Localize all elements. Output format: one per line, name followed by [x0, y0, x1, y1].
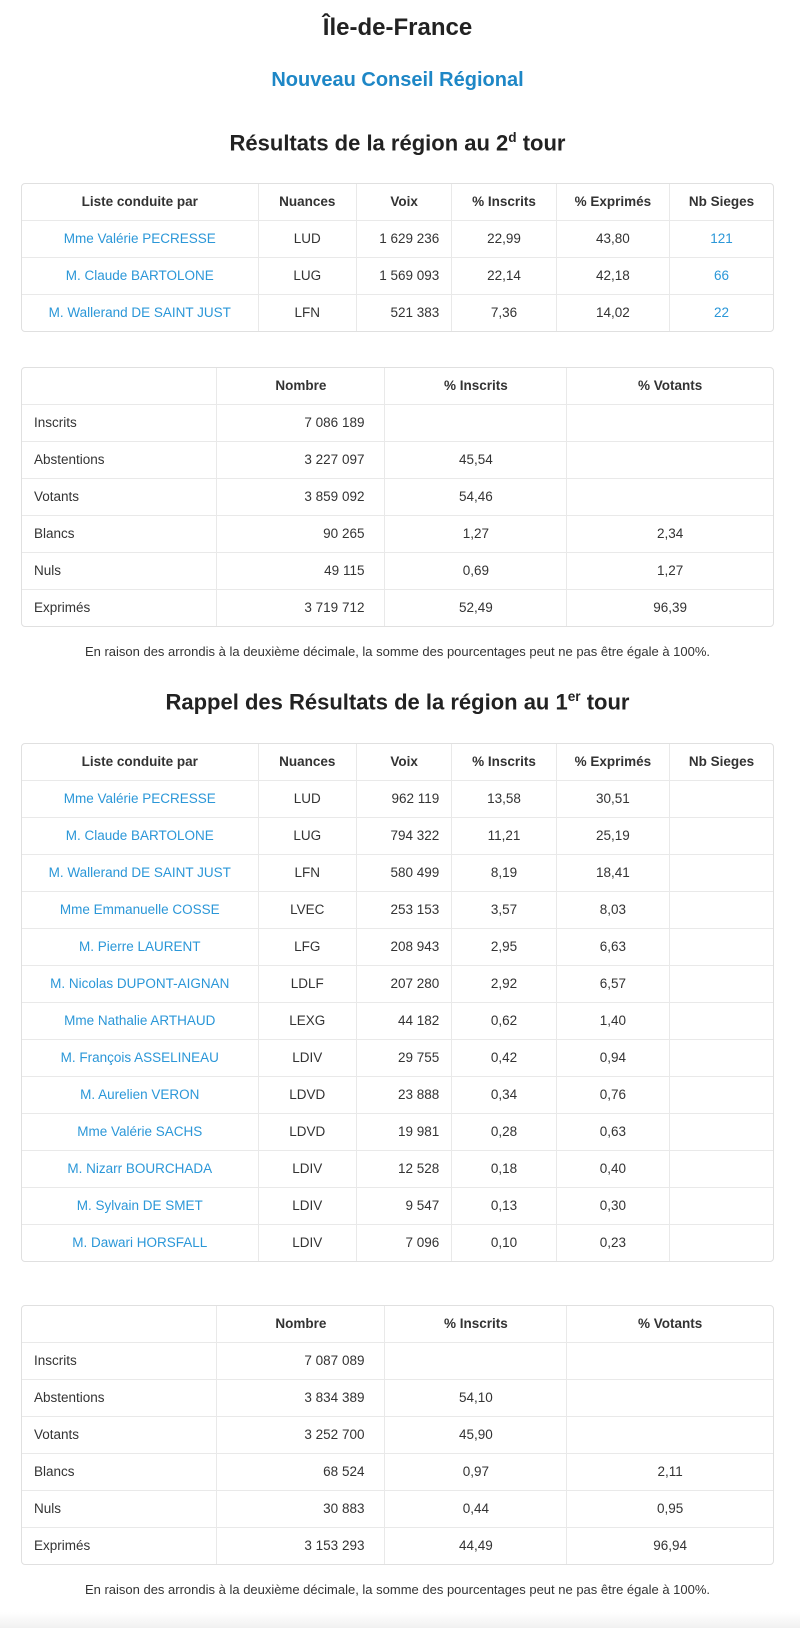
voix-cell: 29 755 — [357, 1040, 452, 1077]
table-row — [22, 1454, 773, 1491]
nuance-cell: LVEC — [259, 892, 357, 929]
page-title: Île-de-France — [322, 14, 473, 41]
table-row — [22, 1040, 773, 1077]
pct-inscrits-cell: 0,10 — [452, 1225, 556, 1261]
pct-exprimes-cell: 42,18 — [557, 258, 670, 295]
table-header-row — [22, 744, 773, 781]
pct-exprimes-cell: 0,30 — [557, 1188, 670, 1225]
nuance-cell: LDIV — [259, 1225, 357, 1261]
candidate-link[interactable]: Mme Nathalie ARTHAUD — [64, 1012, 216, 1028]
nuance-cell: LUD — [259, 781, 357, 818]
candidate-cell — [22, 1188, 259, 1225]
candidate-link[interactable]: M. Sylvain DE SMET — [76, 1197, 203, 1213]
seats-link[interactable]: 121 — [710, 231, 733, 247]
seats-cell — [670, 892, 773, 929]
table-row — [22, 1151, 773, 1188]
pct-inscrits-cell — [385, 405, 567, 442]
seats-cell — [670, 295, 773, 331]
nuance-cell: LDIV — [259, 1188, 357, 1225]
pct-inscrits-cell: 0,42 — [452, 1040, 556, 1077]
seats-cell — [670, 855, 773, 892]
table-row — [22, 1343, 773, 1380]
pct-inscrits-cell: 44,49 — [385, 1528, 567, 1564]
pct-exprimes-cell: 43,80 — [557, 221, 670, 258]
pct-votants-cell — [567, 1417, 773, 1454]
candidate-cell — [22, 258, 259, 295]
candidate-cell — [22, 1003, 259, 1040]
voix-cell: 1 629 236 — [357, 221, 452, 258]
voix-cell: 19 981 — [357, 1114, 452, 1151]
round2-heading-suffix: tour — [516, 130, 566, 156]
nuance-cell: LFN — [259, 855, 357, 892]
stat-label-cell: Nuls — [22, 553, 217, 590]
table-row — [22, 1528, 773, 1564]
seats-cell — [670, 1114, 773, 1151]
pct-exprimes-cell: 30,51 — [557, 781, 670, 818]
nombre-cell: 68 524 — [217, 1454, 385, 1491]
voix-cell: 207 280 — [357, 966, 452, 1003]
column-header: % Inscrits — [452, 744, 556, 781]
candidate-cell — [22, 1077, 259, 1114]
candidate-cell — [22, 818, 259, 855]
pct-inscrits-cell: 54,46 — [385, 479, 567, 516]
voix-cell: 208 943 — [357, 929, 452, 966]
voix-cell: 44 182 — [357, 1003, 452, 1040]
pct-exprimes-cell: 0,76 — [557, 1077, 670, 1114]
voix-cell: 7 096 — [357, 1225, 452, 1261]
stat-label-cell: Exprimés — [22, 590, 217, 626]
table-row — [22, 1077, 773, 1114]
stat-label-cell: Abstentions — [22, 1380, 217, 1417]
candidate-link[interactable]: M. Claude BARTOLONE — [65, 827, 214, 843]
round2-heading-text: Résultats de la région au 2 — [229, 130, 509, 156]
voix-cell: 794 322 — [357, 818, 452, 855]
results-table-round2-body — [22, 221, 773, 331]
seats-cell — [670, 929, 773, 966]
table-row — [22, 221, 773, 258]
pct-exprimes-cell: 0,23 — [557, 1225, 670, 1261]
pct-votants-cell: 0,95 — [567, 1491, 773, 1528]
pct-inscrits-cell: 45,54 — [385, 442, 567, 479]
candidate-cell — [22, 781, 259, 818]
results-table-round1-head — [22, 744, 773, 781]
nuance-cell: LDLF — [259, 966, 357, 1003]
pct-votants-cell: 1,27 — [567, 553, 773, 590]
candidate-cell — [22, 929, 259, 966]
nuance-cell: LUD — [259, 221, 357, 258]
nombre-cell: 90 265 — [217, 516, 385, 553]
nuance-cell: LDVD — [259, 1077, 357, 1114]
pct-inscrits-cell: 7,36 — [452, 295, 556, 331]
stat-label-cell: Blancs — [22, 1454, 217, 1491]
pct-inscrits-cell: 2,92 — [452, 966, 556, 1003]
voix-cell: 23 888 — [357, 1077, 452, 1114]
round1-heading-text: Rappel des Résultats de la région au 1 — [165, 689, 568, 715]
column-header: Voix — [357, 184, 452, 221]
seats-cell — [670, 1151, 773, 1188]
table-row — [22, 516, 773, 553]
stat-label-cell: Exprimés — [22, 1528, 217, 1564]
pct-inscrits-cell: 8,19 — [452, 855, 556, 892]
pct-votants-cell — [567, 442, 773, 479]
new-council-link[interactable] — [21, 68, 774, 92]
column-header — [22, 368, 217, 405]
candidate-link[interactable]: Mme Valérie PECRESSE — [63, 231, 216, 247]
round2-heading — [21, 125, 774, 156]
table-row — [22, 295, 773, 331]
table-row — [22, 405, 773, 442]
column-header: Liste conduite par — [22, 744, 259, 781]
pct-inscrits-cell: 1,27 — [385, 516, 567, 553]
nombre-cell: 3 252 700 — [217, 1417, 385, 1454]
seats-cell — [670, 966, 773, 1003]
seats-cell — [670, 1040, 773, 1077]
stats-table-round1-body — [22, 1343, 773, 1564]
candidate-cell — [22, 966, 259, 1003]
candidate-cell — [22, 295, 259, 331]
candidate-cell — [22, 855, 259, 892]
candidate-cell — [22, 221, 259, 258]
seats-cell — [670, 221, 773, 258]
column-header: % Inscrits — [452, 184, 556, 221]
round1-heading-suffix: tour — [580, 689, 630, 715]
candidate-link[interactable]: M. Wallerand DE SAINT JUST — [48, 305, 231, 321]
pct-inscrits-cell: 45,90 — [385, 1417, 567, 1454]
nombre-cell: 7 087 089 — [217, 1343, 385, 1380]
pct-votants-cell: 2,34 — [567, 516, 773, 553]
candidate-link[interactable]: M. Wallerand DE SAINT JUST — [48, 864, 231, 880]
table-row — [22, 1380, 773, 1417]
page — [0, 14, 800, 1598]
voix-cell: 253 153 — [357, 892, 452, 929]
pct-exprimes-cell: 18,41 — [557, 855, 670, 892]
pct-exprimes-cell: 6,63 — [557, 929, 670, 966]
candidate-link[interactable]: M. François ASSELINEAU — [60, 1049, 219, 1065]
column-header: Liste conduite par — [22, 184, 259, 221]
round1-heading-sup: er — [567, 689, 581, 705]
nombre-cell: 49 115 — [217, 553, 385, 590]
rounding-note: En raison des arrondis à la deuxième décimale, la somme des pourcentages peut ne pas être égale à 100%. — [84, 644, 711, 660]
table-row — [22, 966, 773, 1003]
candidate-link[interactable]: M. Nicolas DUPONT-AIGNAN — [50, 975, 230, 991]
candidate-cell — [22, 1225, 259, 1261]
pct-inscrits-cell: 3,57 — [452, 892, 556, 929]
candidate-link[interactable]: Mme Valérie SACHS — [77, 1123, 203, 1139]
voix-cell: 1 569 093 — [357, 258, 452, 295]
seats-cell — [670, 258, 773, 295]
voix-cell: 521 383 — [357, 295, 452, 331]
table-row — [22, 1114, 773, 1151]
nombre-cell: 3 834 389 — [217, 1380, 385, 1417]
candidate-link[interactable]: M. Aurelien VERON — [80, 1086, 200, 1102]
seats-cell — [670, 1003, 773, 1040]
candidate-link[interactable]: M. Dawari HORSFALL — [72, 1234, 208, 1250]
stats-table-round2-head — [22, 368, 773, 405]
nombre-cell: 3 153 293 — [217, 1528, 385, 1564]
pct-exprimes-cell: 0,40 — [557, 1151, 670, 1188]
stats-table-round1 — [21, 1305, 774, 1565]
pct-votants-cell: 96,94 — [653, 1537, 687, 1553]
candidate-cell — [22, 1040, 259, 1077]
pct-inscrits-cell: 0,13 — [452, 1188, 556, 1225]
round2-heading-sup: d — [508, 130, 517, 145]
table-row — [22, 781, 773, 818]
footer-edge — [0, 1612, 800, 1628]
pct-inscrits-cell: 0,28 — [452, 1114, 556, 1151]
nuance-cell: LDIV — [259, 1040, 357, 1077]
column-header: Nb Sieges — [670, 744, 773, 781]
column-header: % Votants — [567, 1306, 773, 1343]
stats-table-round1-head — [22, 1306, 773, 1343]
candidate-link[interactable]: M. Pierre LAURENT — [79, 938, 201, 954]
column-header: % Votants — [567, 368, 773, 405]
table-header-row — [22, 184, 773, 221]
seats-link[interactable]: 66 — [714, 268, 730, 284]
pct-inscrits-cell: 52,49 — [385, 590, 567, 626]
pct-exprimes-cell: 0,63 — [557, 1114, 670, 1151]
nuance-cell: LDIV — [259, 1151, 357, 1188]
candidate-cell — [22, 1114, 259, 1151]
column-header: Nuances — [259, 184, 357, 221]
nombre-cell: 3 859 092 — [217, 479, 385, 516]
pct-inscrits-cell: 0,18 — [452, 1151, 556, 1188]
pct-votants-cell: 2,11 — [567, 1454, 773, 1491]
table-row — [22, 1491, 773, 1528]
column-header — [22, 1306, 217, 1343]
pct-exprimes-cell: 14,02 — [557, 295, 670, 331]
pct-inscrits-cell: 0,62 — [452, 1003, 556, 1040]
table-row — [22, 553, 773, 590]
nombre-cell: 30 883 — [217, 1491, 385, 1528]
seats-cell — [670, 818, 773, 855]
column-header: % Exprimés — [557, 744, 670, 781]
candidate-link[interactable]: Mme Emmanuelle COSSE — [59, 901, 220, 917]
column-header: Nuances — [259, 744, 357, 781]
new-council-link-label[interactable]: Nouveau Conseil Régional — [271, 69, 524, 91]
stat-label-cell: Votants — [22, 1417, 217, 1454]
pct-votants-cell — [567, 405, 773, 442]
round1-heading — [21, 684, 774, 715]
table-row — [22, 1417, 773, 1454]
pct-inscrits-cell: 22,99 — [452, 221, 556, 258]
pct-exprimes-cell: 6,57 — [557, 966, 670, 1003]
stat-label-cell: Abstentions — [22, 442, 217, 479]
voix-cell: 962 119 — [357, 781, 452, 818]
table-row — [22, 1225, 773, 1261]
nombre-cell: 3 227 097 — [217, 442, 385, 479]
nuance-cell: LEXG — [259, 1003, 357, 1040]
table-row — [22, 855, 773, 892]
nuance-cell: LFN — [259, 295, 357, 331]
pct-inscrits-cell: 54,10 — [385, 1380, 567, 1417]
candidate-link[interactable]: M. Claude BARTOLONE — [65, 268, 214, 284]
pct-exprimes-cell: 0,94 — [557, 1040, 670, 1077]
voix-cell: 9 547 — [357, 1188, 452, 1225]
results-table-round1-body — [22, 781, 773, 1261]
stats-table-round2-body — [22, 405, 773, 626]
pct-inscrits-cell: 2,95 — [452, 929, 556, 966]
pct-inscrits-cell: 0,44 — [385, 1491, 567, 1528]
table-row — [22, 590, 773, 626]
candidate-link[interactable]: Mme Valérie PECRESSE — [63, 790, 216, 806]
stat-label-cell: Blancs — [22, 516, 217, 553]
candidate-cell — [22, 892, 259, 929]
table-row — [22, 929, 773, 966]
rounding-note: En raison des arrondis à la deuxième décimale, la somme des pourcentages peut ne pas être égale à 100%. — [84, 1581, 711, 1597]
table-row — [22, 818, 773, 855]
table-row — [22, 1188, 773, 1225]
stat-label-cell: Inscrits — [22, 1343, 217, 1380]
seats-cell — [670, 1188, 773, 1225]
pct-exprimes-cell: 1,40 — [557, 1003, 670, 1040]
voix-cell: 12 528 — [357, 1151, 452, 1188]
pct-exprimes-cell: 25,19 — [557, 818, 670, 855]
pct-votants-cell: 96,39 — [653, 600, 687, 616]
stats-table-round2 — [21, 367, 774, 627]
pct-inscrits-cell: 22,14 — [452, 258, 556, 295]
column-header: % Exprimés — [557, 184, 670, 221]
table-header-row — [22, 1306, 773, 1343]
pct-votants-cell — [567, 479, 773, 516]
pct-inscrits-cell: 11,21 — [452, 818, 556, 855]
pct-inscrits-cell: 13,58 — [452, 781, 556, 818]
seats-cell — [670, 1225, 773, 1261]
column-header: Nb Sieges — [670, 184, 773, 221]
column-header: % Inscrits — [385, 368, 567, 405]
column-header: Nombre — [217, 368, 385, 405]
results-table-round2-head — [22, 184, 773, 221]
nuance-cell: LFG — [259, 929, 357, 966]
seats-link[interactable]: 22 — [714, 305, 730, 321]
nuance-cell: LUG — [259, 818, 357, 855]
voix-cell: 580 499 — [357, 855, 452, 892]
pct-inscrits-cell — [385, 1343, 567, 1380]
stat-label-cell: Nuls — [22, 1491, 217, 1528]
pct-votants-cell — [567, 1343, 773, 1380]
table-row — [22, 442, 773, 479]
column-header: Voix — [357, 744, 452, 781]
pct-votants-cell — [567, 1380, 773, 1417]
stat-label-cell: Inscrits — [22, 405, 217, 442]
column-header: % Inscrits — [385, 1306, 567, 1343]
table-row — [22, 258, 773, 295]
seats-cell — [670, 1077, 773, 1114]
pct-inscrits-cell: 0,34 — [452, 1077, 556, 1114]
table-header-row — [22, 368, 773, 405]
table-row — [22, 479, 773, 516]
nombre-cell: 3 719 712 — [217, 590, 385, 626]
pct-inscrits-cell: 0,69 — [385, 553, 567, 590]
candidate-link[interactable]: M. Nizarr BOURCHADA — [67, 1160, 213, 1176]
nuance-cell: LDVD — [259, 1114, 357, 1151]
candidate-cell — [22, 1151, 259, 1188]
table-row — [22, 1003, 773, 1040]
nombre-cell: 7 086 189 — [217, 405, 385, 442]
stat-label-cell: Votants — [22, 479, 217, 516]
table-row — [22, 892, 773, 929]
results-table-round1 — [21, 743, 774, 1262]
seats-cell — [670, 781, 773, 818]
results-table-round2 — [21, 183, 774, 332]
pct-exprimes-cell: 8,03 — [557, 892, 670, 929]
column-header: Nombre — [217, 1306, 385, 1343]
pct-inscrits-cell: 0,97 — [385, 1454, 567, 1491]
nuance-cell: LUG — [259, 258, 357, 295]
